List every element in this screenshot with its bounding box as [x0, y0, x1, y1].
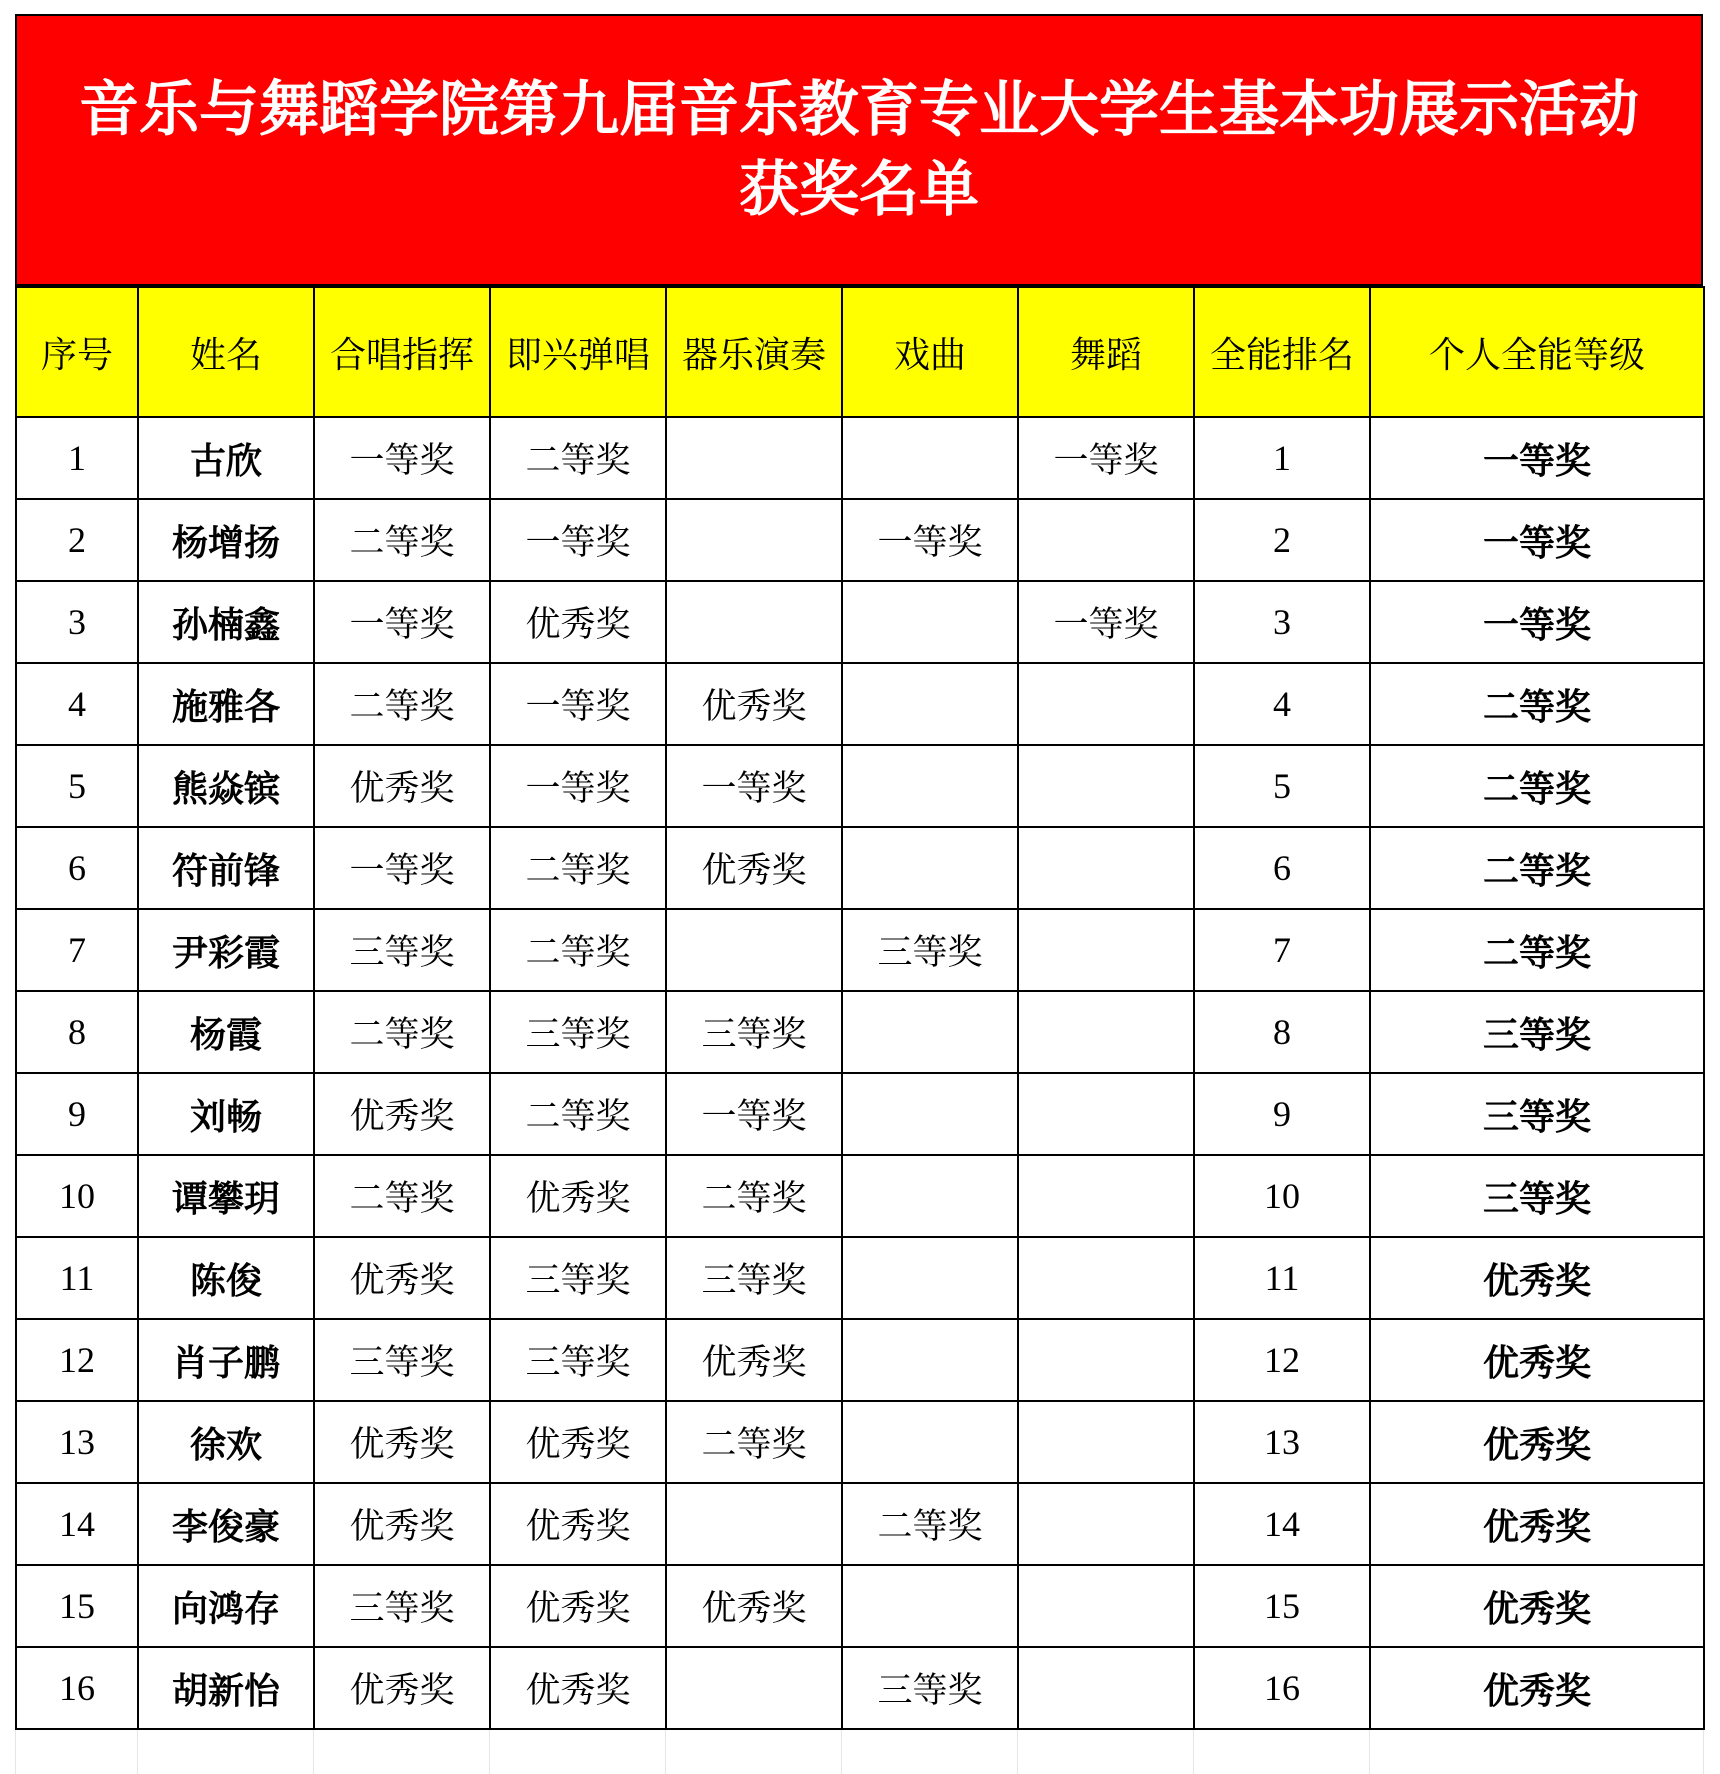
- overall-rank: 10: [1194, 1155, 1370, 1237]
- student-name: 施雅各: [138, 663, 314, 745]
- improvised-accompaniment-award: 优秀奖: [490, 1483, 666, 1565]
- overall-rank: 7: [1194, 909, 1370, 991]
- dance-award: [1018, 499, 1194, 581]
- improvised-accompaniment-award: 优秀奖: [490, 581, 666, 663]
- opera-award: [842, 1073, 1018, 1155]
- table-row: [16, 1237, 1704, 1319]
- instrumental-award: 二等奖: [666, 1401, 842, 1483]
- improvised-accompaniment-award: 优秀奖: [490, 1155, 666, 1237]
- dance-award: [1018, 1073, 1194, 1155]
- student-name: 徐欢: [138, 1401, 314, 1483]
- gridline: [1017, 1730, 1018, 1774]
- improvised-accompaniment-award: 一等奖: [490, 745, 666, 827]
- award-sheet: [15, 14, 1703, 1730]
- overall-grade: 三等奖: [1370, 1155, 1704, 1237]
- choral-conducting-award: 优秀奖: [314, 1483, 490, 1565]
- opera-award: 二等奖: [842, 1483, 1018, 1565]
- gridline: [489, 1730, 490, 1774]
- row-index: 10: [16, 1155, 138, 1237]
- improvised-accompaniment-award: 一等奖: [490, 499, 666, 581]
- improvised-accompaniment-award: 三等奖: [490, 1237, 666, 1319]
- choral-conducting-award: 三等奖: [314, 1565, 490, 1647]
- overall-grade: 优秀奖: [1370, 1565, 1704, 1647]
- table-row: [16, 499, 1704, 581]
- overall-rank: 12: [1194, 1319, 1370, 1401]
- improvised-accompaniment-award: 一等奖: [490, 663, 666, 745]
- row-index: 2: [16, 499, 138, 581]
- improvised-accompaniment-award: 优秀奖: [490, 1565, 666, 1647]
- instrumental-award: 优秀奖: [666, 663, 842, 745]
- improvised-accompaniment-award: 二等奖: [490, 1073, 666, 1155]
- row-index: 1: [16, 417, 138, 499]
- table-row: [16, 663, 1704, 745]
- student-name: 刘畅: [138, 1073, 314, 1155]
- row-index: 14: [16, 1483, 138, 1565]
- overall-grade: 二等奖: [1370, 745, 1704, 827]
- student-name: 古欣: [138, 417, 314, 499]
- opera-award: [842, 663, 1018, 745]
- gridline: [1703, 1730, 1704, 1774]
- opera-award: [842, 991, 1018, 1073]
- instrumental-award: 三等奖: [666, 991, 842, 1073]
- row-index: 6: [16, 827, 138, 909]
- instrumental-award: [666, 1647, 842, 1729]
- dance-award: [1018, 1319, 1194, 1401]
- table-row: [16, 417, 1704, 499]
- gridline: [665, 1730, 666, 1774]
- dance-award: 一等奖: [1018, 581, 1194, 663]
- choral-conducting-award: 一等奖: [314, 827, 490, 909]
- instrumental-award: 优秀奖: [666, 1319, 842, 1401]
- overall-rank: 9: [1194, 1073, 1370, 1155]
- improvised-accompaniment-award: 三等奖: [490, 991, 666, 1073]
- instrumental-award: [666, 1483, 842, 1565]
- table-row: [16, 1319, 1704, 1401]
- row-index: 11: [16, 1237, 138, 1319]
- choral-conducting-award: 一等奖: [314, 581, 490, 663]
- row-index: 8: [16, 991, 138, 1073]
- choral-conducting-award: 优秀奖: [314, 1073, 490, 1155]
- opera-award: [842, 1319, 1018, 1401]
- instrumental-award: 三等奖: [666, 1237, 842, 1319]
- student-name: 李俊豪: [138, 1483, 314, 1565]
- instrumental-award: 优秀奖: [666, 1565, 842, 1647]
- opera-award: 三等奖: [842, 1647, 1018, 1729]
- instrumental-award: [666, 909, 842, 991]
- instrumental-award: 一等奖: [666, 1073, 842, 1155]
- opera-award: [842, 417, 1018, 499]
- dance-award: [1018, 991, 1194, 1073]
- row-index: 15: [16, 1565, 138, 1647]
- overall-grade: 三等奖: [1370, 1073, 1704, 1155]
- opera-award: [842, 745, 1018, 827]
- improvised-accompaniment-award: 优秀奖: [490, 1401, 666, 1483]
- student-name: 杨增扬: [138, 499, 314, 581]
- table-row: [16, 1565, 1704, 1647]
- header-choral-conducting: 合唱指挥: [314, 287, 490, 417]
- dance-award: [1018, 909, 1194, 991]
- table-row: [16, 827, 1704, 909]
- opera-award: [842, 581, 1018, 663]
- overall-grade: 二等奖: [1370, 827, 1704, 909]
- title-line-1: 音乐与舞蹈学院第九届音乐教育专业大学生基本功展示活动: [79, 75, 1639, 145]
- overall-rank: 6: [1194, 827, 1370, 909]
- overall-grade: 一等奖: [1370, 417, 1704, 499]
- opera-award: [842, 1401, 1018, 1483]
- dance-award: [1018, 1565, 1194, 1647]
- instrumental-award: [666, 417, 842, 499]
- table-row: [16, 909, 1704, 991]
- student-name: 熊焱镔: [138, 745, 314, 827]
- title-banner: [15, 14, 1703, 286]
- choral-conducting-award: 优秀奖: [314, 1401, 490, 1483]
- overall-rank: 4: [1194, 663, 1370, 745]
- opera-award: [842, 1565, 1018, 1647]
- improvised-accompaniment-award: 三等奖: [490, 1319, 666, 1401]
- table-row: [16, 581, 1704, 663]
- improvised-accompaniment-award: 优秀奖: [490, 1647, 666, 1729]
- header-improvised-accompaniment: 即兴弹唱: [490, 287, 666, 417]
- overall-rank: 2: [1194, 499, 1370, 581]
- header-overall-rank: 全能排名: [1194, 287, 1370, 417]
- overall-grade: 一等奖: [1370, 499, 1704, 581]
- opera-award: 一等奖: [842, 499, 1018, 581]
- dance-award: [1018, 827, 1194, 909]
- student-name: 肖子鹏: [138, 1319, 314, 1401]
- header-name: 姓名: [138, 287, 314, 417]
- row-index: 16: [16, 1647, 138, 1729]
- dance-award: [1018, 663, 1194, 745]
- row-index: 9: [16, 1073, 138, 1155]
- dance-award: [1018, 1483, 1194, 1565]
- overall-grade: 优秀奖: [1370, 1647, 1704, 1729]
- header-dance: 舞蹈: [1018, 287, 1194, 417]
- instrumental-award: 二等奖: [666, 1155, 842, 1237]
- student-name: 陈俊: [138, 1237, 314, 1319]
- overall-rank: 1: [1194, 417, 1370, 499]
- award-table: [15, 286, 1705, 1730]
- student-name: 谭攀玥: [138, 1155, 314, 1237]
- table-row: [16, 1647, 1704, 1729]
- student-name: 向鸿存: [138, 1565, 314, 1647]
- overall-rank: 5: [1194, 745, 1370, 827]
- overall-rank: 14: [1194, 1483, 1370, 1565]
- dance-award: [1018, 1237, 1194, 1319]
- row-index: 5: [16, 745, 138, 827]
- choral-conducting-award: 二等奖: [314, 991, 490, 1073]
- overall-grade: 三等奖: [1370, 991, 1704, 1073]
- instrumental-award: 一等奖: [666, 745, 842, 827]
- header-instrumental: 器乐演奏: [666, 287, 842, 417]
- gridline: [15, 1730, 16, 1774]
- table-row: [16, 991, 1704, 1073]
- overall-grade: 优秀奖: [1370, 1401, 1704, 1483]
- table-row: [16, 1483, 1704, 1565]
- overall-rank: 11: [1194, 1237, 1370, 1319]
- opera-award: [842, 827, 1018, 909]
- row-index: 7: [16, 909, 138, 991]
- header-index: 序号: [16, 287, 138, 417]
- opera-award: [842, 1155, 1018, 1237]
- improvised-accompaniment-award: 二等奖: [490, 417, 666, 499]
- choral-conducting-award: 三等奖: [314, 1319, 490, 1401]
- choral-conducting-award: 二等奖: [314, 663, 490, 745]
- gridline: [137, 1730, 138, 1774]
- row-index: 3: [16, 581, 138, 663]
- student-name: 胡新怡: [138, 1647, 314, 1729]
- improvised-accompaniment-award: 二等奖: [490, 827, 666, 909]
- table-row: [16, 1073, 1704, 1155]
- header-opera: 戏曲: [842, 287, 1018, 417]
- dance-award: [1018, 1155, 1194, 1237]
- overall-rank: 8: [1194, 991, 1370, 1073]
- opera-award: [842, 1237, 1018, 1319]
- student-name: 孙楠鑫: [138, 581, 314, 663]
- choral-conducting-award: 一等奖: [314, 417, 490, 499]
- row-index: 12: [16, 1319, 138, 1401]
- overall-grade: 优秀奖: [1370, 1319, 1704, 1401]
- overall-rank: 16: [1194, 1647, 1370, 1729]
- student-name: 符前锋: [138, 827, 314, 909]
- dance-award: [1018, 1647, 1194, 1729]
- choral-conducting-award: 优秀奖: [314, 1647, 490, 1729]
- choral-conducting-award: 优秀奖: [314, 745, 490, 827]
- overall-grade: 二等奖: [1370, 909, 1704, 991]
- choral-conducting-award: 二等奖: [314, 1155, 490, 1237]
- choral-conducting-award: 二等奖: [314, 499, 490, 581]
- gridline: [313, 1730, 314, 1774]
- choral-conducting-award: 优秀奖: [314, 1237, 490, 1319]
- row-index: 4: [16, 663, 138, 745]
- instrumental-award: [666, 581, 842, 663]
- opera-award: 三等奖: [842, 909, 1018, 991]
- gridline: [1369, 1730, 1370, 1774]
- gridline: [1193, 1730, 1194, 1774]
- dance-award: 一等奖: [1018, 417, 1194, 499]
- overall-grade: 一等奖: [1370, 581, 1704, 663]
- table-row: [16, 745, 1704, 827]
- overall-rank: 15: [1194, 1565, 1370, 1647]
- row-index: 13: [16, 1401, 138, 1483]
- overall-grade: 二等奖: [1370, 663, 1704, 745]
- student-name: 尹彩霞: [138, 909, 314, 991]
- title-line-2: 获奖名单: [739, 155, 979, 225]
- table-row: [16, 1401, 1704, 1483]
- overall-rank: 13: [1194, 1401, 1370, 1483]
- header-overall-grade: 个人全能等级: [1370, 287, 1704, 417]
- overall-rank: 3: [1194, 581, 1370, 663]
- improvised-accompaniment-award: 二等奖: [490, 909, 666, 991]
- header-row: [16, 287, 1704, 417]
- table-body: [16, 417, 1704, 1729]
- instrumental-award: [666, 499, 842, 581]
- choral-conducting-award: 三等奖: [314, 909, 490, 991]
- gridline: [841, 1730, 842, 1774]
- dance-award: [1018, 745, 1194, 827]
- overall-grade: 优秀奖: [1370, 1237, 1704, 1319]
- table-row: [16, 1155, 1704, 1237]
- overall-grade: 优秀奖: [1370, 1483, 1704, 1565]
- student-name: 杨霞: [138, 991, 314, 1073]
- dance-award: [1018, 1401, 1194, 1483]
- instrumental-award: 优秀奖: [666, 827, 842, 909]
